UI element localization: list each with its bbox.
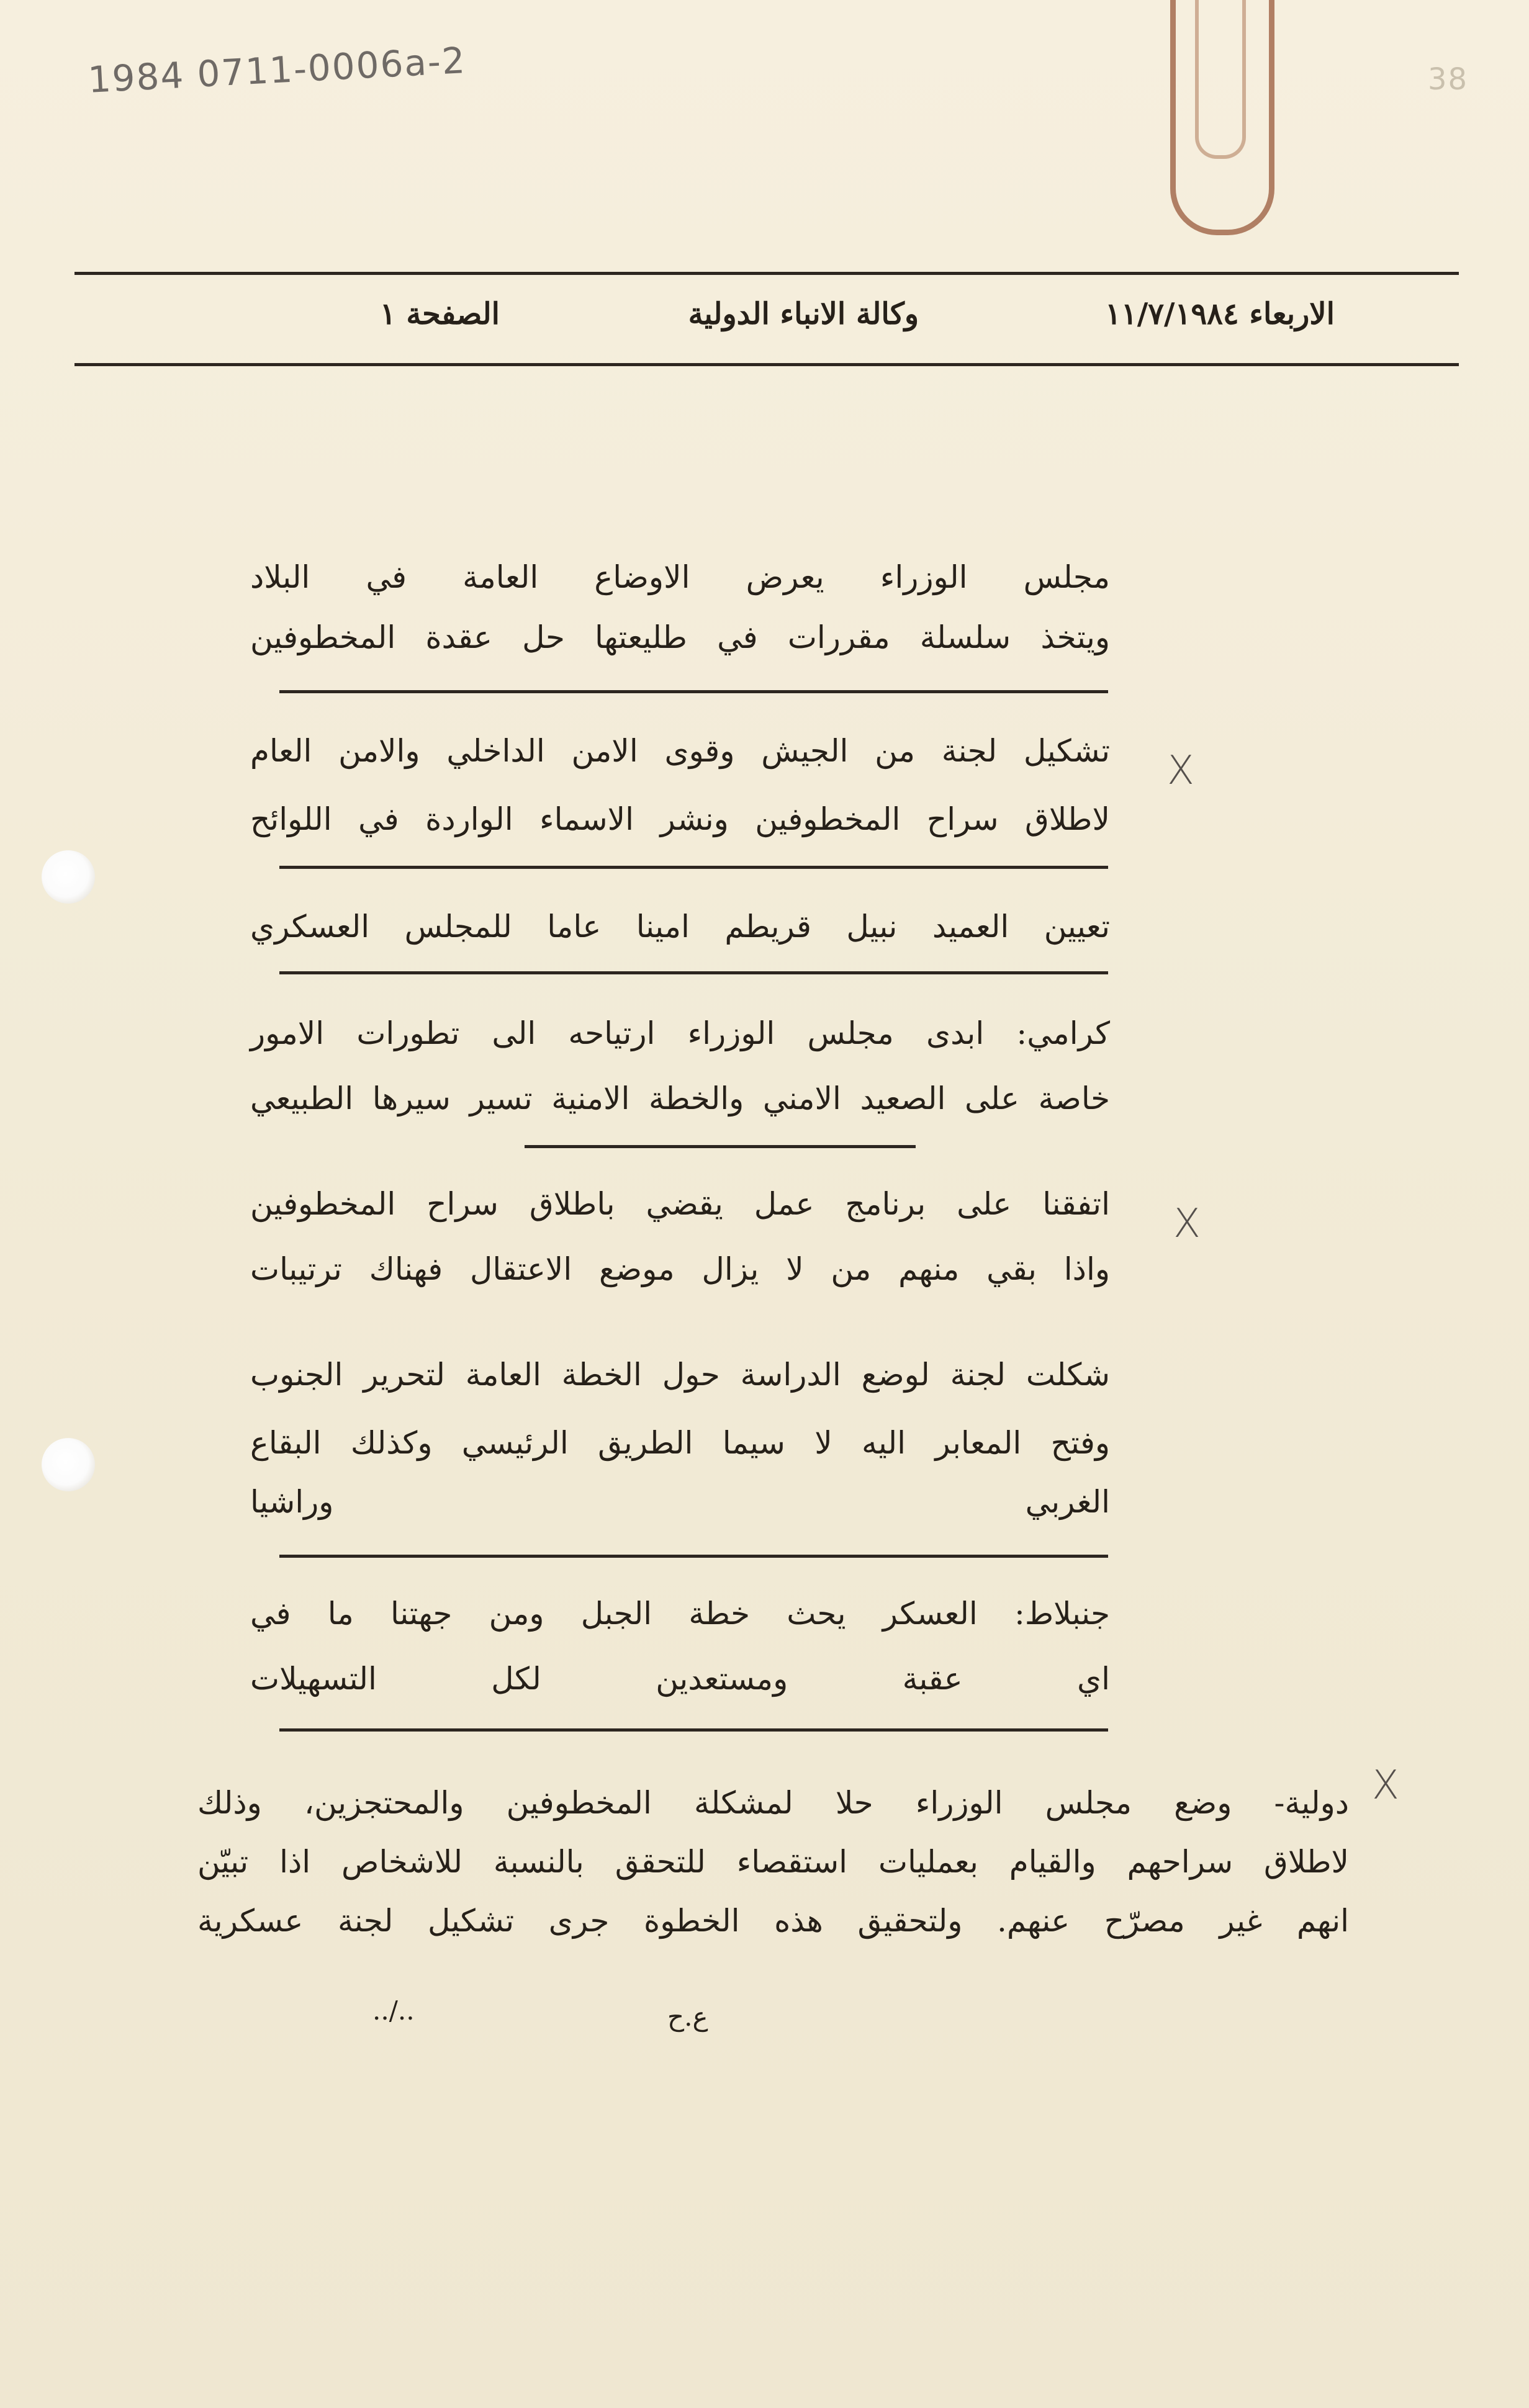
headline-line: وفتح المعابر اليه لا سيما الطريق الرئيسي وكذلك البقاع	[250, 1425, 1110, 1461]
margin-check-mark: X	[1167, 748, 1194, 794]
paperclip-stain-inner	[1195, 0, 1246, 159]
headline-line: اي عقبة ومستعدين لكل التسهيلات	[250, 1661, 1110, 1697]
header-date: الاربعاء ١١/٧/١٩٨٤	[1105, 297, 1335, 331]
block-separator	[279, 690, 1108, 693]
body-line: لاطلاق سراحهم والقيام بعمليات استقصاء للتحقق بالنسبة للاشخاص اذا تبيّن	[197, 1844, 1349, 1880]
block-separator	[279, 866, 1108, 869]
header-page-number: الصفحة ١	[379, 297, 500, 331]
headline-line: لاطلاق سراح المخطوفين ونشر الاسماء الواردة في اللوائح	[250, 801, 1110, 837]
archive-id: 1984 0711-0006a-2	[87, 39, 467, 101]
headline-line: تشكيل لجنة من الجيش وقوى الامن الداخلي والامن العام	[250, 733, 1110, 769]
headline-line: الغربي وراشيا	[250, 1484, 1110, 1520]
headline-line: شكلت لجنة لوضع الدراسة حول الخطة العامة لتحرير الجنوب	[250, 1357, 1110, 1393]
block-separator	[525, 1145, 916, 1148]
corner-number: 38	[1428, 62, 1469, 97]
continuation-marker: ../..	[372, 1995, 415, 2026]
headline-line: كرامي: ابدى مجلس الوزراء ارتياحه الى تطورات الامور	[250, 1015, 1110, 1051]
headline-line: واذا بقي منهم من لا يزال موضع الاعتقال فهناك ترتيبات	[250, 1251, 1110, 1287]
body-line: دولية- وضع مجلس الوزراء حلا لمشكلة المخطوفين والمحتجزين، وذلك	[197, 1785, 1349, 1821]
body-line: انهم غير مصرّح عنهم. ولتحقيق هذه الخطوة جرى تشكيل لجنة عسكرية	[197, 1903, 1349, 1939]
block-separator	[279, 971, 1108, 974]
header-agency: وكالة الانباء الدولية	[688, 297, 919, 331]
headline-line: جنبلاط: العسكر يحث خطة الجبل ومن جهتنا ما في	[250, 1596, 1110, 1632]
headline-line: خاصة على الصعيد الامني والخطة الامنية تسير سيرها الطبيعي	[250, 1080, 1110, 1116]
header-top-rule	[74, 272, 1459, 275]
margin-check-mark: X	[1372, 1763, 1399, 1808]
block-separator	[279, 1728, 1108, 1732]
header	[74, 297, 1459, 353]
author-initials: ع.ح	[667, 2001, 708, 2032]
punch-hole	[42, 850, 95, 904]
block-separator	[279, 1555, 1108, 1558]
headline-line: ويتخذ سلسلة مقررات في طليعتها حل عقدة المخطوفين	[250, 619, 1110, 655]
headline-line: اتفقنا على برنامج عمل يقضي باطلاق سراح المخطوفين	[250, 1186, 1110, 1222]
header-bottom-rule	[74, 363, 1459, 366]
punch-hole	[42, 1438, 95, 1491]
headline-line: مجلس الوزراء يعرض الاوضاع العامة في البلاد	[250, 559, 1110, 595]
headline-line: تعيين العميد نبيل قريطم امينا عاما للمجلس العسكري	[250, 909, 1110, 945]
margin-check-mark: X	[1173, 1201, 1201, 1247]
